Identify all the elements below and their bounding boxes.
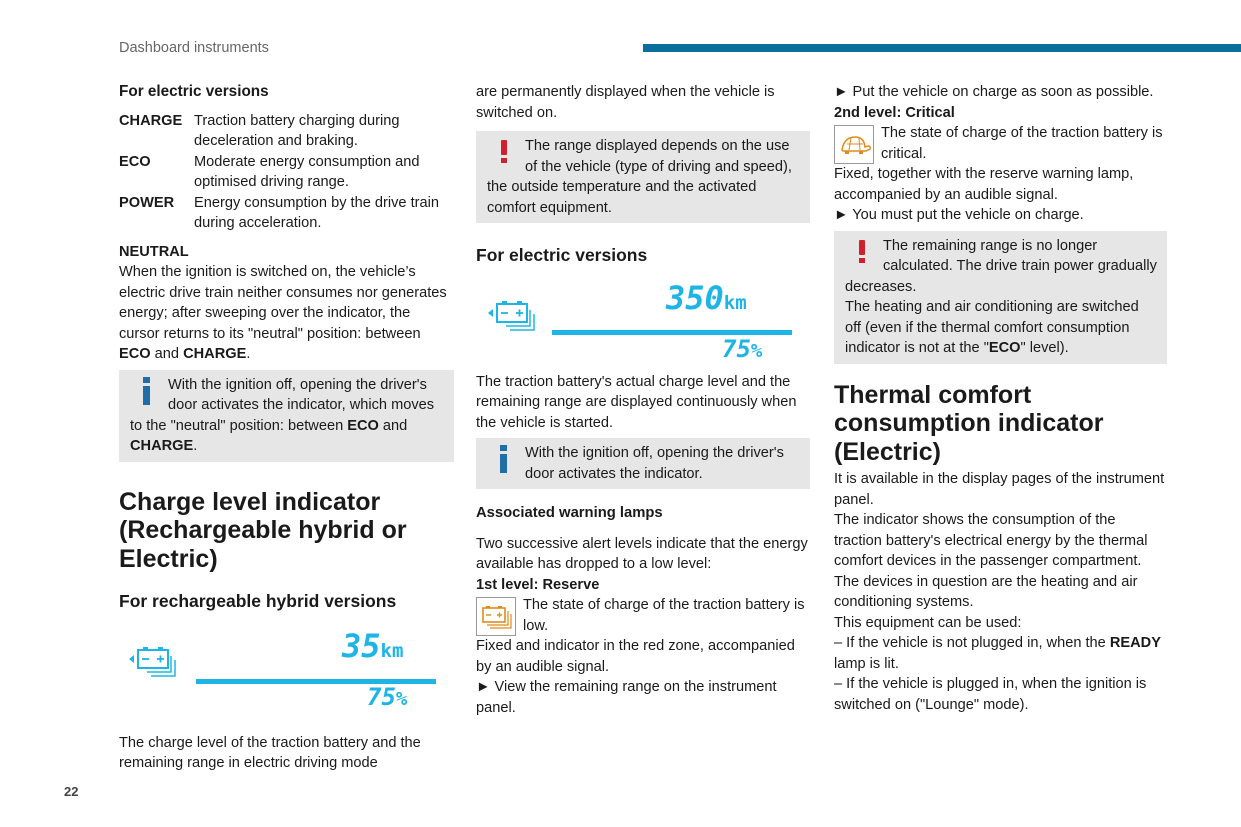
heading-electric-versions: For electric versions: [119, 83, 269, 100]
thermal-text-2: The indicator shows the consumption of the traction battery's electrical energy by the thermal comfort devices in the passenger compartment.: [834, 512, 1148, 569]
neutral-title: NEUTRAL: [119, 243, 189, 260]
info-icon: [136, 377, 158, 407]
range-display-hybrid: [119, 626, 439, 716]
heading-charge-level-indicator: Charge level indicator (Rechargeable hybrid or Electric): [119, 487, 407, 573]
battery-charge-icon: [488, 296, 542, 332]
level-2-lamp-row: The state of charge of the traction battery is critical.: [834, 123, 1167, 164]
level-2-title: 2nd level: Critical: [834, 104, 955, 121]
mode-row-power: [119, 193, 454, 234]
mode-desc: Energy consumption by the drive train during acceleration.: [194, 194, 439, 231]
section-header: Dashboard instruments: [119, 40, 269, 56]
charge-level-text: The charge level of the traction battery and the remaining range in electric driving mode: [119, 734, 421, 771]
heading-hybrid-versions: For rechargeable hybrid versions: [119, 591, 397, 611]
heading-electric-versions-2: For electric versions: [476, 245, 648, 265]
turtle-warning-lamp-icon: [834, 125, 874, 164]
neutral-text: When the ignition is switched on, the vehicle’s electric drive train neither consumes nor generates energy; after sweeping over the indicator, the cursor returns to its "neutral" position: between ECO and CHARGE.: [119, 264, 447, 362]
mode-row-charge: [119, 111, 454, 152]
column-3: [834, 82, 1167, 715]
warning-box-critical: The remaining range is no longer calculated. The drive train power gradually decreases. The heating and air conditioning are switched off (even if the thermal comfort consumption indicator is not at the "ECO" level).: [834, 231, 1167, 364]
mode-desc: Moderate energy consumption and optimised driving range.: [194, 153, 420, 190]
mode-key: POWER: [119, 194, 175, 211]
header-accent-bar: [643, 44, 1241, 52]
battery-charge-icon: [129, 642, 183, 678]
level-1-fixed-text: Fixed and indicator in the red zone, accompanied by an audible signal.: [476, 638, 795, 675]
heading-warning-lamps: Associated warning lamps: [476, 505, 663, 521]
page-number: 22: [64, 784, 79, 799]
put-on-charge-text: ► Put the vehicle on charge as soon as possible.: [834, 84, 1154, 100]
warning-exclamation-icon: [851, 238, 873, 268]
charge-percent-value: 75%: [722, 334, 763, 363]
range-display-electric: [476, 276, 796, 380]
mode-desc: Traction battery charging during deceleration and braking.: [194, 112, 400, 149]
heading-thermal-comfort: Thermal comfort consumption indicator (Electric): [834, 380, 1104, 466]
charge-percent-value: 75%: [367, 682, 408, 711]
level-1-lamp-row: The state of charge of the traction battery is low.: [476, 595, 810, 636]
thermal-text-6: – If the vehicle is plugged in, when the ignition is switched on ("Lounge" mode).: [834, 676, 1147, 713]
range-km-value: 350km: [666, 278, 747, 317]
range-km-value: 35km: [342, 626, 404, 665]
level-2-action-text: ► You must put the vehicle on charge.: [834, 207, 1084, 223]
level-1-action-text: ► View the remaining range on the instrument panel.: [476, 679, 777, 716]
mode-key: CHARGE: [119, 112, 183, 129]
info-icon: [493, 445, 515, 475]
battery-warning-lamp-icon: [476, 597, 516, 636]
thermal-text-3: The devices in question are the heating and air conditioning systems.: [834, 573, 1138, 610]
column-1: [119, 82, 454, 774]
info-box-ignition: With the ignition off, opening the driver's door activates the indicator.: [476, 438, 810, 489]
thermal-text-1: It is available in the display pages of the instrument panel.: [834, 471, 1165, 508]
alert-levels-text: Two successive alert levels indicate that the energy available has dropped to a low level:: [476, 535, 808, 572]
column-2: [476, 82, 810, 718]
mode-row-eco: [119, 152, 454, 193]
thermal-text-5: – If the vehicle is not plugged in, when the READY lamp is lit.: [834, 635, 1161, 672]
permanent-display-text: are permanently displayed when the vehicle is switched on.: [476, 84, 775, 121]
mode-key: ECO: [119, 153, 151, 170]
warning-box-range: The range displayed depends on the use of the vehicle (type of driving and speed), the outside temperature and the activated comfort equipment.: [476, 131, 810, 223]
level-1-title: 1st level: Reserve: [476, 576, 600, 593]
level-2-fixed-text: Fixed, together with the reserve warning lamp, accompanied by an audible signal.: [834, 166, 1134, 203]
warning-exclamation-icon: [493, 138, 515, 168]
info-box-neutral: With the ignition off, opening the driver's door activates the indicator, which moves to the "neutral" position: between ECO and CHARGE.: [119, 370, 454, 462]
thermal-text-4: This equipment can be used:: [834, 614, 1022, 631]
traction-battery-text: The traction battery's actual charge level and the remaining range are displayed continuously when the vehicle is started.: [476, 373, 797, 431]
